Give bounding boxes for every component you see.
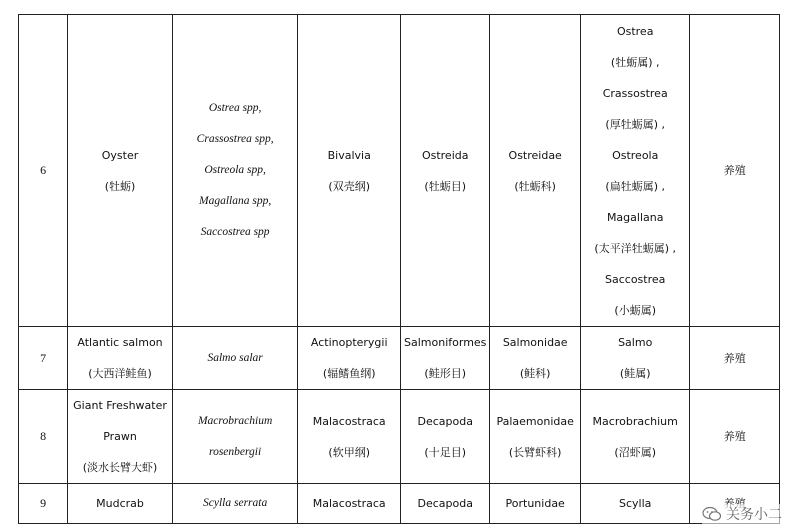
family-name: Palaemonidae bbox=[496, 414, 574, 428]
order-name: Decapoda bbox=[417, 414, 473, 428]
class-name-cell bbox=[298, 390, 401, 484]
farming-note: 养殖 bbox=[723, 164, 746, 177]
family-name: Salmonidae bbox=[502, 336, 568, 349]
class-name: (双壳纲) bbox=[328, 179, 371, 193]
genus-name-cell bbox=[580, 327, 690, 390]
genus-name: (太平洋牡蛎属) , bbox=[594, 241, 676, 255]
genus-name: (沼虾属) bbox=[614, 445, 656, 459]
family-name: (牡蛎科) bbox=[514, 179, 556, 193]
farming-note-cell bbox=[690, 15, 780, 327]
class-name: Malacostraca bbox=[312, 497, 386, 510]
family-name-cell bbox=[490, 15, 580, 327]
scientific-name: Salmo salar bbox=[207, 351, 263, 364]
order-name-cell bbox=[400, 327, 489, 390]
order-name: Decapoda bbox=[417, 497, 473, 510]
genus-name: (小蛎属) bbox=[614, 303, 656, 317]
watermark-text: 关务小二 bbox=[726, 507, 782, 523]
common-name: Oyster bbox=[101, 148, 139, 162]
family-name: Ostreidae bbox=[508, 148, 562, 162]
class-name-cell bbox=[298, 327, 401, 390]
species-table bbox=[18, 14, 780, 524]
scientific-name: Ostreola spp, bbox=[204, 164, 266, 176]
table-row bbox=[19, 327, 780, 390]
order-name: (牡蛎目) bbox=[424, 179, 467, 193]
genus-name-cell bbox=[580, 15, 690, 327]
scientific-name-cell bbox=[172, 15, 298, 327]
genus-name-cell bbox=[580, 484, 690, 524]
common-name-cell bbox=[68, 484, 173, 524]
class-name: Bivalvia bbox=[327, 148, 371, 162]
row-number: 9 bbox=[40, 496, 47, 510]
class-name-cell bbox=[298, 484, 401, 524]
genus-name: Salmo bbox=[618, 336, 653, 349]
common-name: (大西洋鲑鱼) bbox=[88, 367, 152, 380]
row-number-cell bbox=[19, 390, 68, 484]
order-name-cell bbox=[400, 484, 489, 524]
farming-note: 养殖 bbox=[723, 351, 746, 365]
common-name-cell bbox=[68, 15, 173, 327]
order-name: Salmoniformes bbox=[404, 336, 487, 349]
genus-name: Crassostrea bbox=[602, 86, 668, 100]
family-name-cell bbox=[490, 327, 580, 390]
row-number: 8 bbox=[40, 429, 47, 443]
scientific-name: Macrobrachium bbox=[197, 414, 273, 427]
genus-name: (厚牡蛎属) , bbox=[605, 117, 665, 131]
common-name: Mudcrab bbox=[96, 497, 144, 510]
genus-name-cell bbox=[580, 390, 690, 484]
genus-name: Saccostrea bbox=[605, 272, 666, 286]
genus-name: Macrobrachium bbox=[592, 414, 678, 428]
family-name: (鲑科) bbox=[519, 367, 551, 380]
family-name-cell bbox=[490, 484, 580, 524]
farming-note-cell bbox=[690, 390, 780, 484]
class-name: (软甲纲) bbox=[328, 445, 371, 459]
order-name: (十足目) bbox=[424, 445, 467, 459]
common-name: Giant Freshwater bbox=[73, 399, 167, 412]
common-name-cell bbox=[68, 327, 173, 390]
order-name-cell bbox=[400, 390, 489, 484]
family-name-cell bbox=[490, 390, 580, 484]
scientific-name: Scylla serrata bbox=[203, 497, 268, 509]
row-number: 6 bbox=[40, 163, 47, 177]
scientific-name-cell bbox=[172, 327, 298, 390]
class-name: (辐鳍鱼纲) bbox=[322, 367, 376, 380]
scientific-name-cell bbox=[172, 484, 298, 524]
genus-name: (扁牡蛎属) , bbox=[605, 179, 665, 193]
table-row bbox=[19, 390, 780, 484]
common-name-cell bbox=[68, 390, 173, 484]
common-name: Atlantic salmon bbox=[77, 336, 163, 349]
genus-name: Ostreola bbox=[612, 148, 659, 162]
order-name: Ostreida bbox=[421, 148, 469, 162]
scientific-name-cell bbox=[172, 390, 298, 484]
genus-name: Ostrea bbox=[616, 24, 654, 38]
order-name: (鲑形目) bbox=[424, 367, 467, 380]
scientific-name: Saccostrea spp bbox=[200, 226, 270, 238]
row-number-cell bbox=[19, 327, 68, 390]
family-name: Portunidae bbox=[505, 497, 565, 510]
farming-note-cell bbox=[690, 327, 780, 390]
wechat-icon bbox=[702, 506, 722, 522]
scientific-name: Magallana spp, bbox=[199, 195, 272, 207]
table-row bbox=[19, 15, 780, 327]
common-name: (牡蛎) bbox=[104, 179, 136, 193]
row-number: 7 bbox=[40, 350, 47, 365]
watermark bbox=[702, 504, 782, 524]
order-name-cell bbox=[400, 15, 489, 327]
genus-name: (鲑属) bbox=[619, 367, 651, 380]
scientific-name: Crassostrea spp, bbox=[196, 133, 274, 145]
genus-name: Magallana bbox=[606, 210, 664, 224]
common-name: (淡水长臂大虾) bbox=[82, 461, 158, 474]
row-number-cell bbox=[19, 484, 68, 524]
scientific-name: Ostrea spp, bbox=[208, 102, 262, 114]
genus-name: (牡蛎属) , bbox=[610, 55, 660, 69]
class-name-cell bbox=[298, 15, 401, 327]
common-name: Prawn bbox=[103, 430, 137, 443]
genus-name: Scylla bbox=[619, 497, 652, 510]
family-name: (长臂虾科) bbox=[508, 445, 562, 459]
scientific-name: rosenbergii bbox=[209, 445, 262, 458]
farming-note: 养殖 bbox=[723, 430, 746, 443]
class-name: Malacostraca bbox=[312, 414, 386, 428]
table-row bbox=[19, 484, 780, 524]
row-number-cell bbox=[19, 15, 68, 327]
class-name: Actinopterygii bbox=[310, 336, 388, 349]
